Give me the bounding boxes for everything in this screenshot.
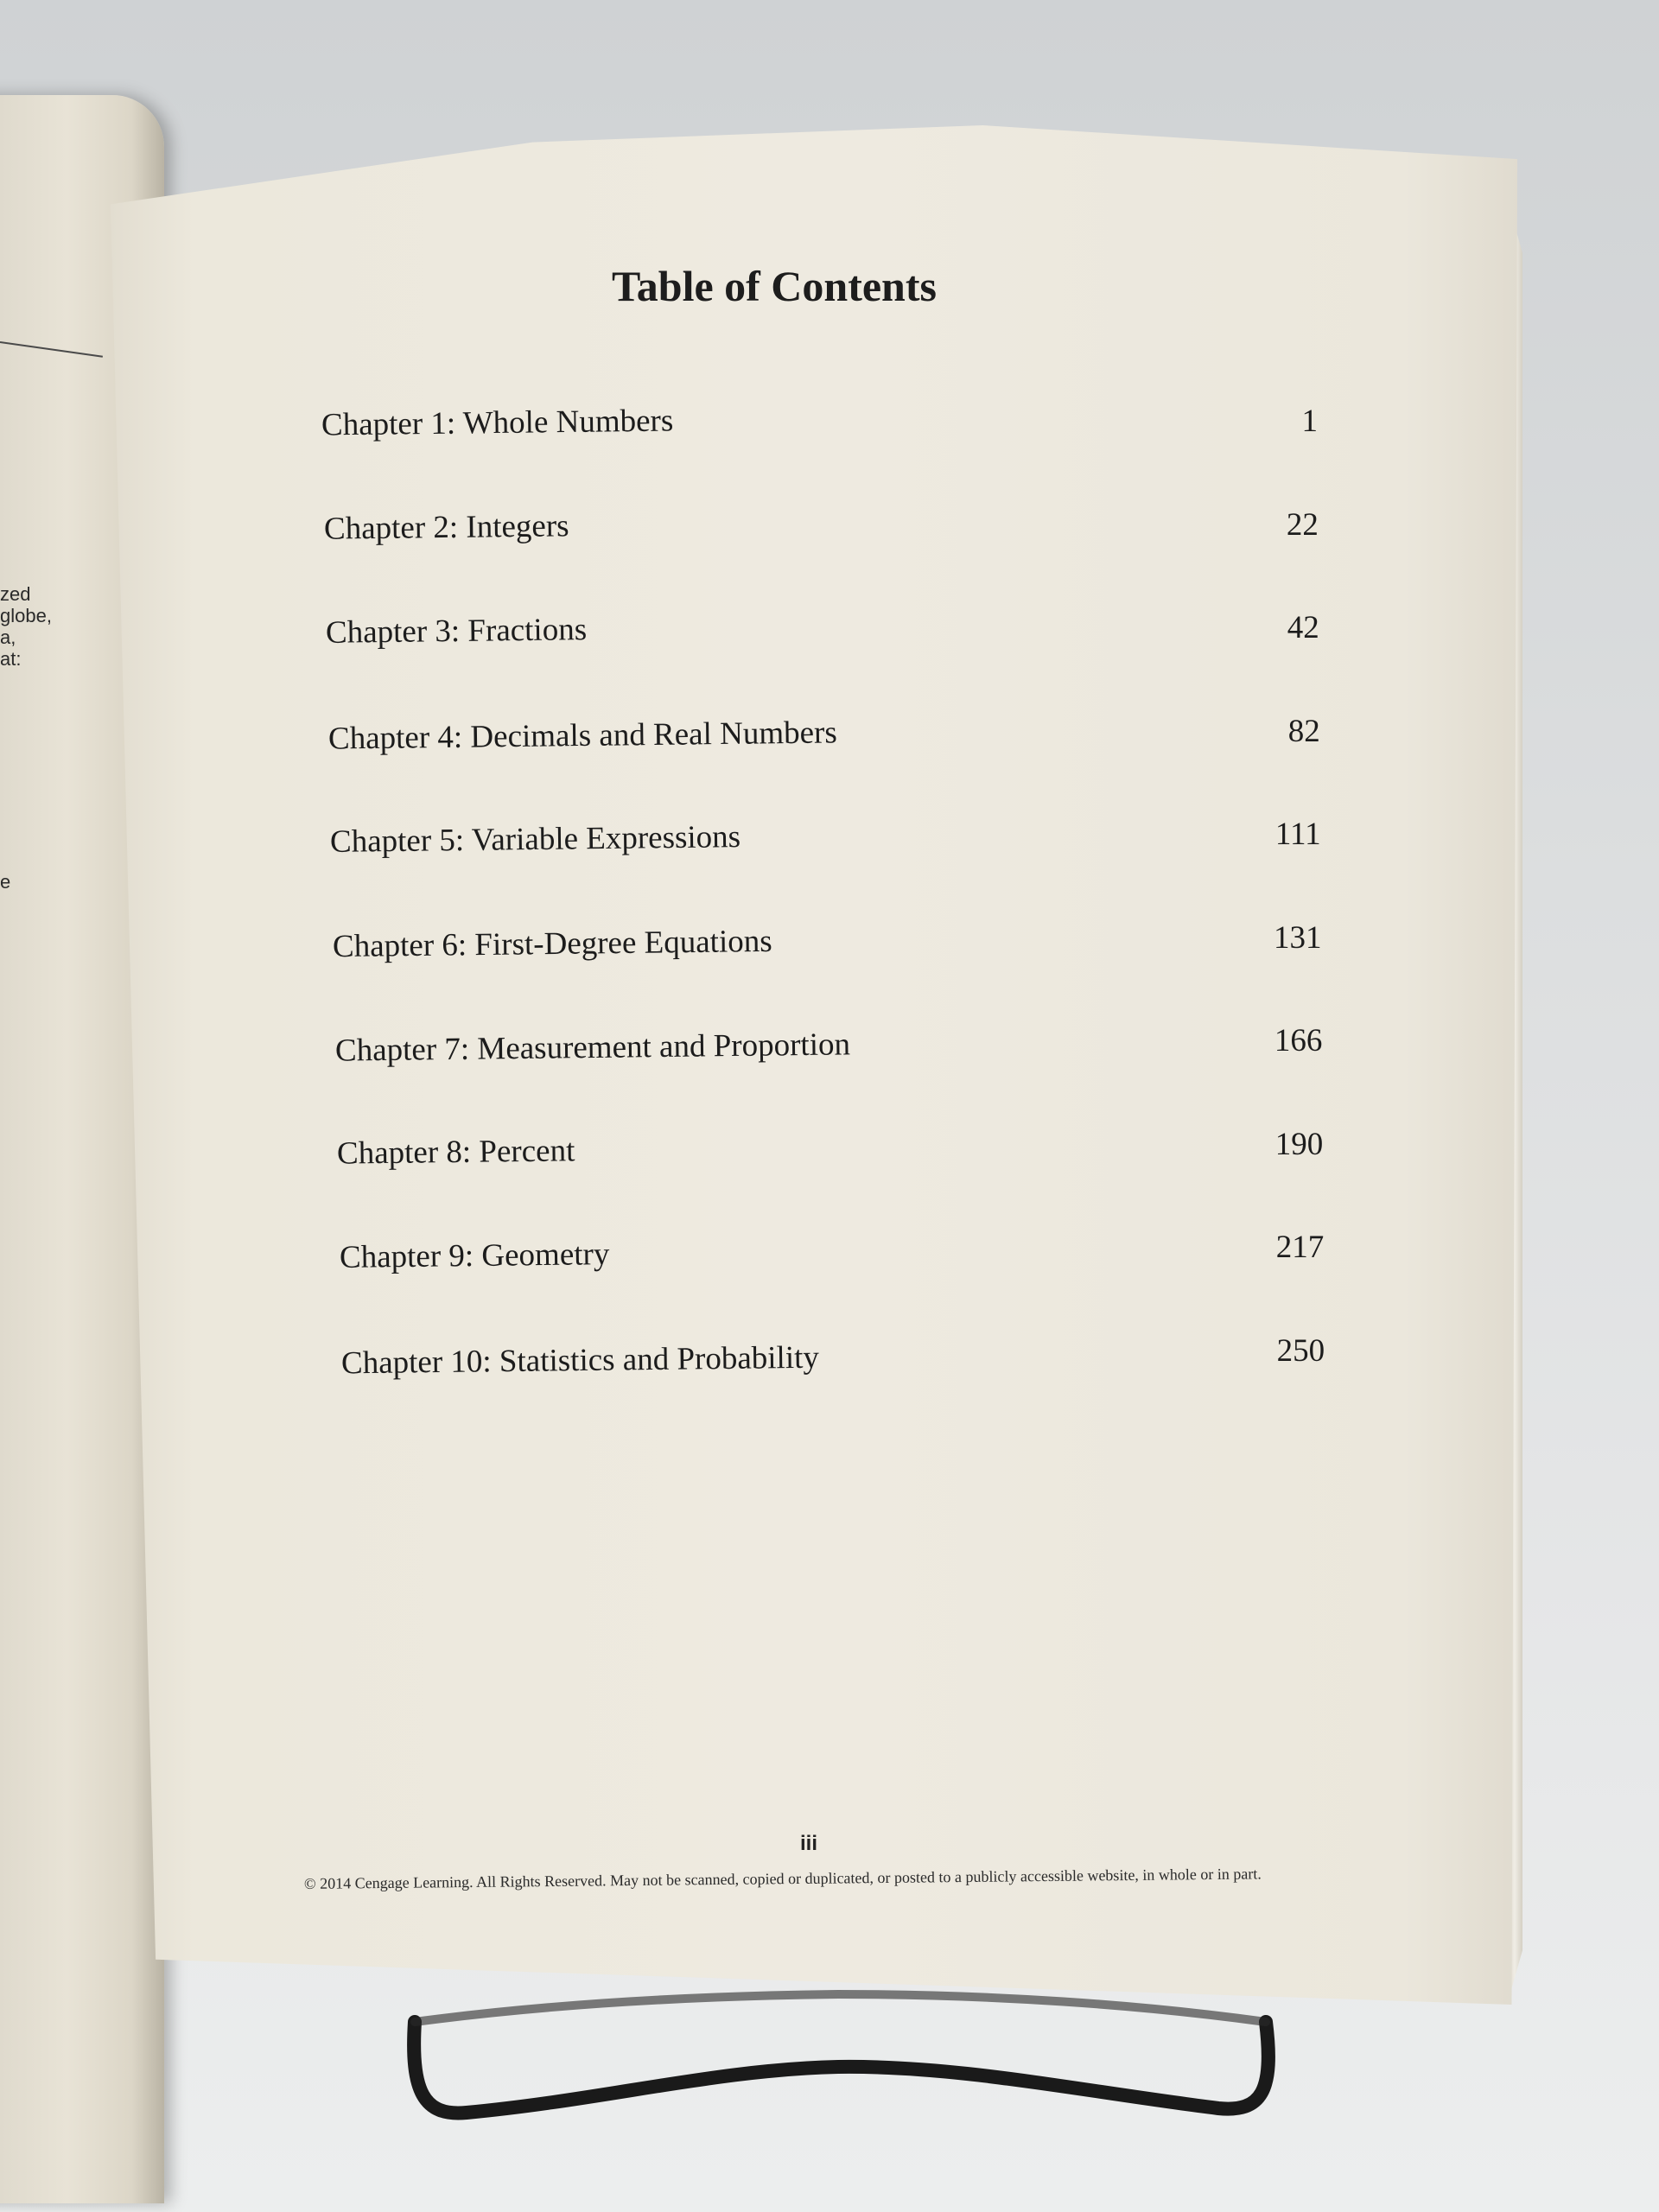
page-title: Table of Contents [612,262,937,310]
chapter-page-number: 250 [1276,1332,1325,1369]
copyright-notice: © 2014 Cengage Learning. All Rights Reserved. May not be scanned, copied or duplicated, or posted to a publicly accessible website, in whole or in part. [303,1865,1262,1892]
left-fragment: at: [0,648,22,670]
chapter-page-number: 42 [1287,610,1319,645]
chapter-title: Chapter 6: First-Degree Equations [332,923,772,964]
chapter-title: Chapter 10: Statistics and Probability [341,1339,820,1381]
left-page-text-fragment [0,871,10,893]
chapter-title: Chapter 7: Measurement and Proportion [334,1027,850,1069]
chapter-page-number: 1 [1301,404,1318,439]
chapter-page-number: 82 [1287,713,1320,749]
book-stand [389,1987,1296,2126]
left-fragment: a, [0,626,16,648]
left-fragment: globe, [0,605,52,626]
chapter-title: Chapter 9: Geometry [339,1236,610,1275]
chapter-page-number: 22 [1286,506,1319,543]
left-page-rule [0,341,103,358]
chapter-title: Chapter 8: Percent [336,1132,575,1172]
chapter-title: Chapter 2: Integers [323,507,569,547]
left-page-text-fragments [0,583,52,670]
chapter-page-number: 217 [1275,1230,1325,1265]
chapter-title: Chapter 1: Whole Numbers [321,403,674,443]
chapter-page-number: 131 [1274,919,1322,956]
left-fragment: zed [0,583,31,605]
left-fragment: e [0,871,11,893]
chapter-page-number: 166 [1274,1023,1323,1058]
chapter-title: Chapter 3: Fractions [325,612,588,651]
chapter-page-number: 111 [1274,817,1321,852]
chapter-title: Chapter 5: Variable Expressions [330,819,741,860]
page-folio: iii [800,1832,818,1855]
chapter-page-number: 190 [1274,1126,1324,1162]
chapter-title: Chapter 4: Decimals and Real Numbers [327,714,837,757]
